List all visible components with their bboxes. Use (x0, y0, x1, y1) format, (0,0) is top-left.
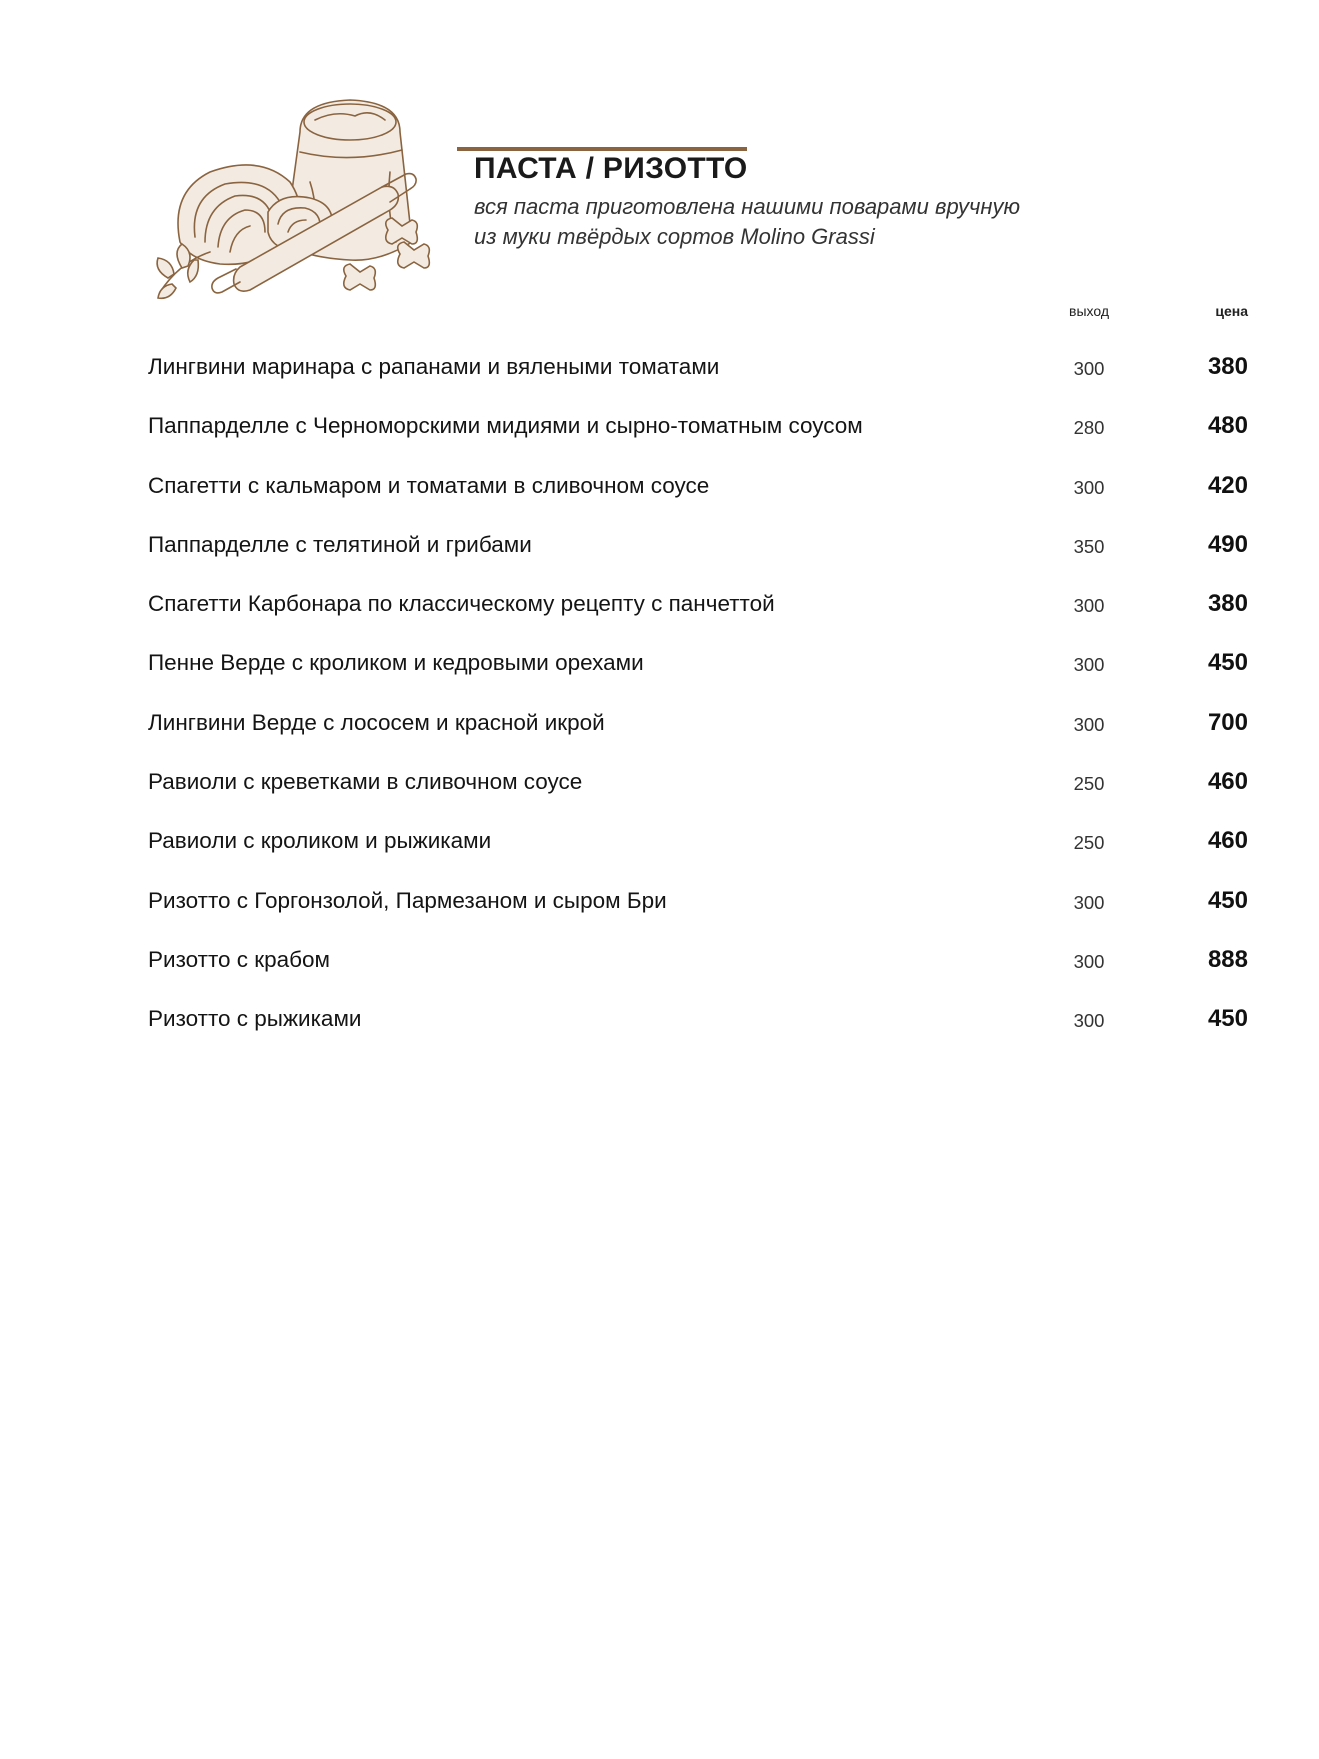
menu-item (148, 884, 1248, 943)
dish-name: Лингвини Верде с лососем и красной икрой (148, 709, 605, 735)
menu-item (148, 943, 1248, 1002)
menu-item (148, 587, 1248, 646)
page-subtitle (474, 192, 1020, 252)
dish-name: Лингвини маринара с рапанами и вялеными томатами (148, 354, 720, 379)
dish-price: 450 (1207, 886, 1248, 914)
dish-price: 460 (1207, 768, 1248, 796)
dish-price: 420 (1207, 471, 1248, 499)
dish-name: Спагетти с кальмаром и томатами в сливочном соусе (148, 472, 710, 498)
dish-price: 490 (1207, 530, 1248, 558)
portion-column-header: выход (1069, 303, 1109, 319)
dish-price: 380 (1207, 353, 1248, 380)
dish-price: 480 (1207, 412, 1248, 440)
dish-price: 700 (1207, 708, 1248, 736)
title-accent-line (457, 147, 747, 151)
menu-item (148, 824, 1248, 883)
dish-portion: 300 (1073, 891, 1105, 913)
dish-portion: 280 (1073, 417, 1105, 439)
dish-price: 380 (1207, 590, 1248, 618)
dish-portion: 250 (1073, 832, 1105, 854)
dish-name: Пенне Верде с кроликом и кедровыми орехами (148, 650, 644, 676)
dish-price: 460 (1207, 827, 1248, 855)
dish-price: 450 (1207, 649, 1248, 677)
dish-portion: 300 (1073, 1010, 1105, 1032)
dish-portion: 300 (1073, 713, 1105, 735)
menu-item (148, 409, 1248, 468)
dish-portion: 300 (1073, 476, 1105, 498)
dish-name: Спагетти Карбонара по классическому рецепту с панчеттой (148, 591, 775, 617)
menu-item (148, 1002, 1248, 1061)
dish-portion: 300 (1073, 654, 1105, 676)
dish-name: Паппарделле с телятиной и грибами (148, 531, 532, 557)
dish-portion: 300 (1073, 358, 1105, 379)
menu-item (148, 469, 1248, 528)
dish-portion: 300 (1073, 595, 1105, 617)
dish-name: Ризотто с Горгонзолой, Пармезаном и сыром Бри (148, 887, 667, 913)
page-title: ПАСТА / РИЗОТТО (474, 152, 748, 185)
subtitle-line-1: вся паста приготовлена нашими поварами вручную (474, 194, 1020, 219)
pasta-making-illustration-icon (150, 92, 460, 312)
dish-portion: 350 (1073, 535, 1105, 557)
menu-list (148, 350, 1248, 1062)
menu-item (148, 646, 1248, 705)
dish-portion: 250 (1073, 773, 1105, 795)
dish-price: 888 (1207, 945, 1248, 973)
menu-item (148, 765, 1248, 824)
dish-name: Паппарделле с Черноморскими мидиями и сырно-томатным соусом (148, 413, 863, 439)
subtitle-line-2: из муки твёрдых сортов Molino Grassi (474, 224, 875, 249)
dish-name: Ризотто с крабом (148, 946, 331, 972)
menu-item (148, 350, 1248, 409)
dish-portion: 300 (1073, 950, 1105, 972)
dish-name: Равиоли с кроликом и рыжиками (148, 828, 492, 854)
menu-item (148, 706, 1248, 765)
dish-price: 450 (1207, 1005, 1248, 1033)
dish-name: Равиоли с креветками в сливочном соусе (148, 769, 583, 795)
dish-name: Ризотто с рыжиками (148, 1006, 362, 1032)
price-column-header: цена (1215, 303, 1248, 319)
menu-item (148, 528, 1248, 587)
